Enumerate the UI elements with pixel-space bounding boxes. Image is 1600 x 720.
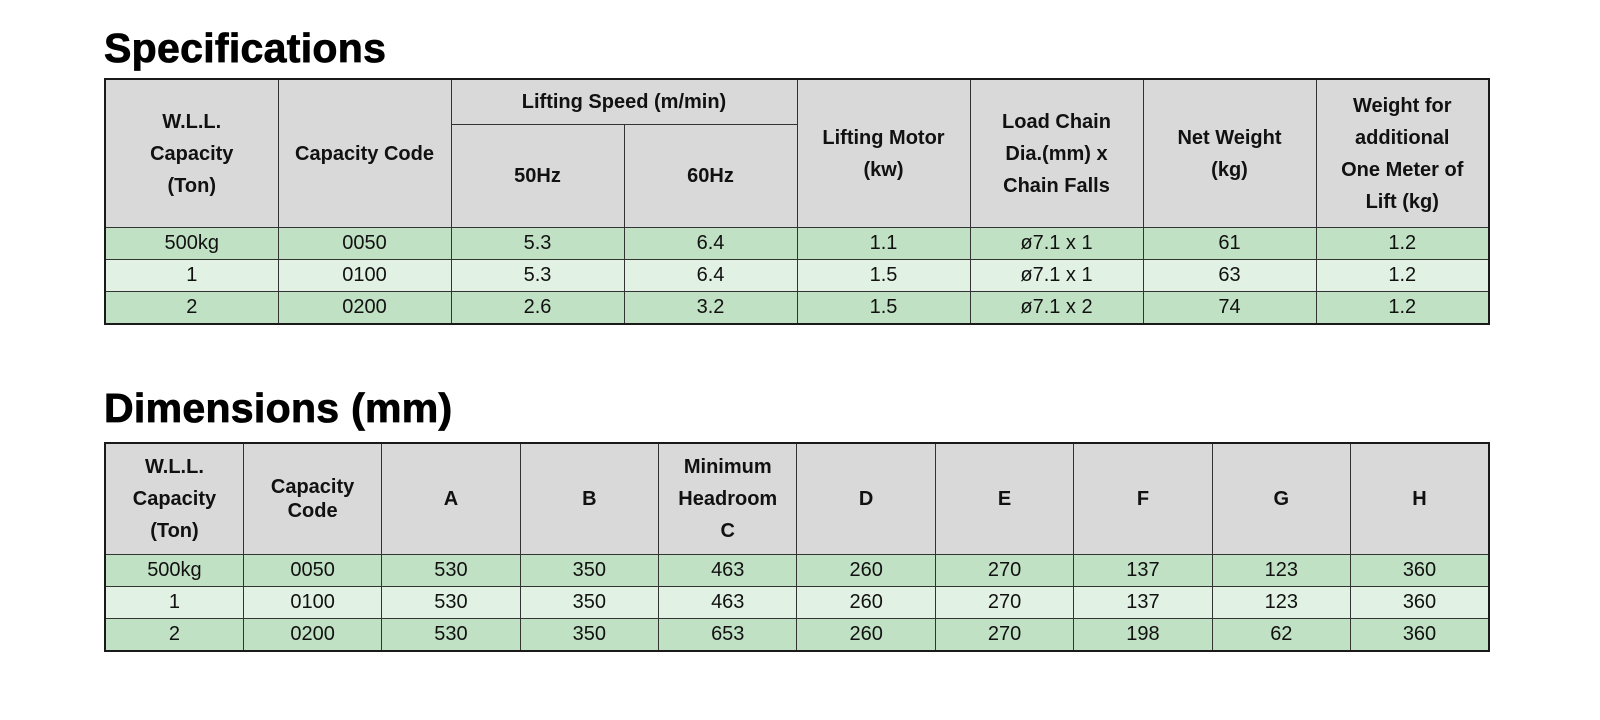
cell-lifting-motor: 1.5 — [797, 292, 970, 325]
cell-c: 463 — [659, 555, 797, 587]
cell-weight-additional: 1.2 — [1316, 228, 1489, 260]
table-row — [105, 555, 1489, 587]
cell-speed-50hz: 2.6 — [451, 292, 624, 325]
cell-capacity-code: 0100 — [243, 587, 381, 619]
cell-load-chain: ø7.1 x 1 — [970, 260, 1143, 292]
cell-capacity-code: 0200 — [278, 292, 451, 325]
header-50hz: 50Hz — [451, 125, 624, 228]
cell-capacity-code: 0200 — [243, 619, 381, 652]
cell-weight-additional: 1.2 — [1316, 292, 1489, 325]
header-b: B — [520, 443, 658, 555]
cell-speed-60hz: 3.2 — [624, 292, 797, 325]
cell-d: 260 — [797, 587, 935, 619]
cell-g: 62 — [1212, 619, 1350, 652]
cell-h: 360 — [1351, 619, 1489, 652]
specifications-table — [104, 78, 1490, 325]
header-60hz: 60Hz — [624, 125, 797, 228]
cell-speed-60hz: 6.4 — [624, 260, 797, 292]
header-h: H — [1351, 443, 1489, 555]
cell-c: 463 — [659, 587, 797, 619]
header-wll-capacity: W.L.L. Capacity (Ton) — [105, 79, 278, 228]
dimensions-table — [104, 442, 1490, 652]
cell-e: 270 — [935, 555, 1073, 587]
table-row — [105, 228, 1489, 260]
cell-a: 530 — [382, 555, 520, 587]
cell-net-weight: 61 — [1143, 228, 1316, 260]
cell-lifting-motor: 1.5 — [797, 260, 970, 292]
table-row — [105, 619, 1489, 652]
cell-b: 350 — [520, 619, 658, 652]
cell-g: 123 — [1212, 587, 1350, 619]
cell-e: 270 — [935, 587, 1073, 619]
table-row — [105, 587, 1489, 619]
header-load-chain: Load Chain Dia.(mm) x Chain Falls — [970, 79, 1143, 228]
cell-h: 360 — [1351, 587, 1489, 619]
cell-speed-50hz: 5.3 — [451, 260, 624, 292]
cell-wll: 500kg — [105, 228, 278, 260]
cell-c: 653 — [659, 619, 797, 652]
cell-wll: 2 — [105, 619, 243, 652]
header-lifting-speed: Lifting Speed (m/min) — [451, 79, 797, 125]
cell-a: 530 — [382, 587, 520, 619]
header-wll-capacity: W.L.L. Capacity (Ton) — [105, 443, 243, 555]
cell-capacity-code: 0100 — [278, 260, 451, 292]
cell-f: 137 — [1074, 587, 1212, 619]
header-net-weight: Net Weight (kg) — [1143, 79, 1316, 228]
cell-d: 260 — [797, 555, 935, 587]
cell-load-chain: ø7.1 x 2 — [970, 292, 1143, 325]
cell-b: 350 — [520, 555, 658, 587]
cell-load-chain: ø7.1 x 1 — [970, 228, 1143, 260]
header-e: E — [935, 443, 1073, 555]
cell-b: 350 — [520, 587, 658, 619]
table-row — [105, 292, 1489, 325]
specifications-title: Specifications — [104, 25, 387, 71]
cell-h: 360 — [1351, 555, 1489, 587]
table-row — [105, 260, 1489, 292]
header-lifting-motor: Lifting Motor (kw) — [797, 79, 970, 228]
header-capacity-code: Capacity Code — [278, 79, 451, 228]
header-capacity-code: Capacity Code — [243, 443, 381, 555]
header-minimum-headroom-c: Minimum Headroom C — [659, 443, 797, 555]
cell-wll: 2 — [105, 292, 278, 325]
cell-g: 123 — [1212, 555, 1350, 587]
cell-net-weight: 63 — [1143, 260, 1316, 292]
cell-capacity-code: 0050 — [278, 228, 451, 260]
cell-f: 137 — [1074, 555, 1212, 587]
dimensions-title: Dimensions (mm) — [104, 385, 453, 431]
cell-weight-additional: 1.2 — [1316, 260, 1489, 292]
cell-f: 198 — [1074, 619, 1212, 652]
cell-wll: 500kg — [105, 555, 243, 587]
cell-d: 260 — [797, 619, 935, 652]
cell-wll: 1 — [105, 587, 243, 619]
header-weight-additional: Weight for additional One Meter of Lift (kg) — [1316, 79, 1489, 228]
cell-lifting-motor: 1.1 — [797, 228, 970, 260]
header-a: A — [382, 443, 520, 555]
cell-e: 270 — [935, 619, 1073, 652]
cell-a: 530 — [382, 619, 520, 652]
cell-capacity-code: 0050 — [243, 555, 381, 587]
cell-net-weight: 74 — [1143, 292, 1316, 325]
header-f: F — [1074, 443, 1212, 555]
cell-wll: 1 — [105, 260, 278, 292]
header-d: D — [797, 443, 935, 555]
cell-speed-60hz: 6.4 — [624, 228, 797, 260]
cell-speed-50hz: 5.3 — [451, 228, 624, 260]
header-g: G — [1212, 443, 1350, 555]
